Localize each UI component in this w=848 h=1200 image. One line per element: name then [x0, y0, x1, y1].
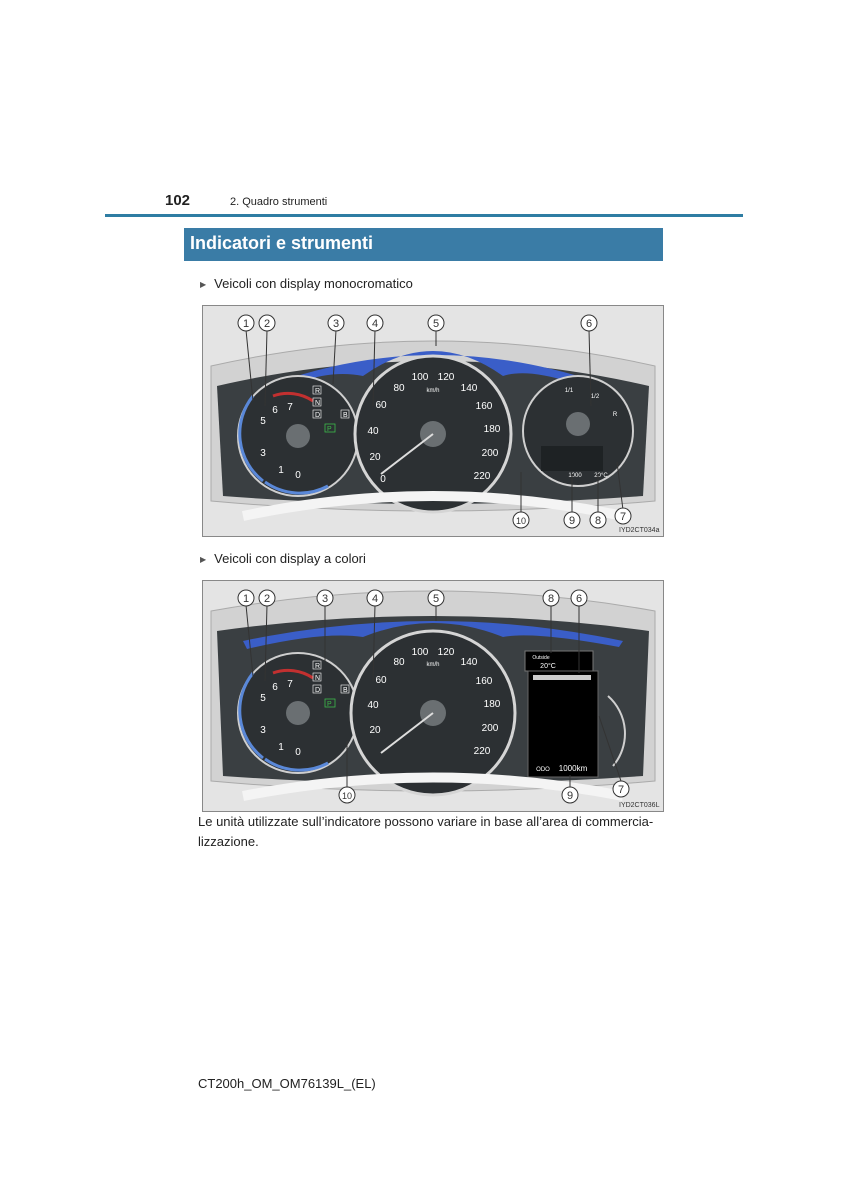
speed-tick: 40 [367, 700, 379, 711]
speed-tick: 160 [475, 676, 493, 687]
tach-tick: 7 [287, 402, 293, 413]
figure-2-subtitle [200, 551, 366, 566]
footer-code: CT200h_OM_OM76139L_(EL) [198, 1076, 376, 1091]
figure-2-cluster [202, 580, 664, 812]
callout-5-label: 5 [432, 318, 440, 330]
tach-tick: 5 [260, 693, 266, 704]
gear-d: D [315, 412, 321, 419]
fuel-reserve: R [612, 412, 618, 418]
tach-tick: 5 [260, 416, 266, 427]
speed-tick: 200 [481, 723, 499, 734]
figure-1-image-id: IYD2CT034a [619, 527, 660, 534]
callout-6-label: 6 [585, 318, 593, 330]
gear-p: P [327, 426, 332, 433]
tach-tick: 7 [287, 679, 293, 690]
callout-4-label: 4 [371, 318, 379, 330]
callout-4-label: 4 [371, 593, 379, 605]
figure-2-image-id: IYD2CT036L [619, 802, 660, 809]
figure-1-subtitle [200, 276, 413, 291]
tach-tick: 0 [295, 747, 301, 758]
tach-tick: 3 [260, 725, 266, 736]
temperature: 20°C [594, 473, 608, 479]
bullet-icon: ▶ [200, 555, 207, 564]
callout-7-label: 7 [619, 511, 627, 523]
header-rule [105, 214, 743, 217]
outside-temp-label: Outside [532, 655, 550, 661]
outside-temp-value: 20°C [540, 663, 556, 670]
callout-2-label: 2 [263, 593, 271, 605]
mono-display [541, 446, 603, 471]
callout-6-label: 6 [575, 593, 583, 605]
figure-1-svg [203, 306, 663, 536]
tach-tick: 0 [295, 470, 301, 481]
speed-tick: 40 [367, 426, 379, 437]
multi-info-display [528, 671, 598, 777]
odometer: 1000 [568, 473, 582, 479]
callout-10-label: 10 [515, 516, 527, 526]
callout-10-label: 10 [341, 791, 353, 801]
gear-d: D [315, 687, 321, 694]
tach-tick: 1 [278, 465, 284, 476]
callout-5-label: 5 [432, 593, 440, 605]
speed-tick: 20 [369, 725, 381, 736]
callout-9-label: 9 [566, 790, 574, 802]
speed-tick: 140 [460, 657, 478, 668]
speed-unit: km/h [426, 662, 440, 668]
speed-unit: km/h [426, 388, 440, 394]
figure-1-cluster [202, 305, 664, 537]
outside-temp-display [525, 651, 593, 671]
figure-2-subtitle-text: Veicoli con display a colori [214, 551, 366, 566]
callout-8-label: 8 [594, 515, 602, 527]
speed-tick: 100 [411, 372, 429, 383]
odometer-label: ODO [536, 767, 550, 773]
callout-2-label: 2 [263, 318, 271, 330]
tach-tick: 3 [260, 448, 266, 459]
gear-n: N [315, 400, 321, 407]
gear-b: B [343, 412, 348, 419]
speed-tick: 80 [393, 657, 405, 668]
callout-8-label: 8 [547, 593, 555, 605]
callout-1-label: 1 [242, 318, 250, 330]
gear-n: N [315, 675, 321, 682]
figure-2-svg [203, 581, 663, 811]
gear-r: R [315, 663, 321, 670]
speed-tick: 120 [437, 647, 455, 658]
callout-3-label: 3 [321, 593, 329, 605]
gear-r: R [315, 388, 321, 395]
speed-tick: 180 [483, 424, 501, 435]
callout-3-label: 3 [332, 318, 340, 330]
speed-tick: 100 [411, 647, 429, 658]
tach-tick: 6 [272, 405, 278, 416]
chapter-title: 2. Quadro strumenti [230, 196, 328, 208]
bullet-icon: ▶ [200, 280, 207, 289]
speed-tick: 120 [437, 372, 455, 383]
gear-b: B [343, 687, 348, 694]
callout-1-label: 1 [242, 593, 250, 605]
gear-p: P [327, 701, 332, 708]
speed-tick: 160 [475, 401, 493, 412]
speed-tick: 60 [375, 675, 387, 686]
tach-tick: 1 [278, 742, 284, 753]
speed-tick: 220 [473, 746, 491, 757]
speed-tick: 180 [483, 699, 501, 710]
tach-tick: 6 [272, 682, 278, 693]
caption-text: Le unità utilizzate sull’indicatore possono variare in base all’area di commercializzazione. [198, 814, 654, 849]
odometer: 1000km [558, 764, 588, 773]
page-number: 102 [165, 192, 191, 209]
fuel-full: 1/1 [564, 388, 574, 394]
fuel-half: 1/2 [590, 394, 600, 400]
speed-tick: 60 [375, 400, 387, 411]
speed-tick: 80 [393, 383, 405, 394]
section-title: Indicatori e strumenti [190, 233, 374, 253]
speed-tick: 0 [380, 474, 386, 485]
speed-tick: 220 [473, 471, 491, 482]
speed-tick: 200 [481, 448, 499, 459]
callout-9-label: 9 [568, 515, 576, 527]
speed-tick: 20 [369, 452, 381, 463]
callout-7-label: 7 [617, 784, 625, 796]
figure-1-subtitle-text: Veicoli con display monocromatico [214, 276, 413, 291]
speed-tick: 140 [460, 383, 478, 394]
